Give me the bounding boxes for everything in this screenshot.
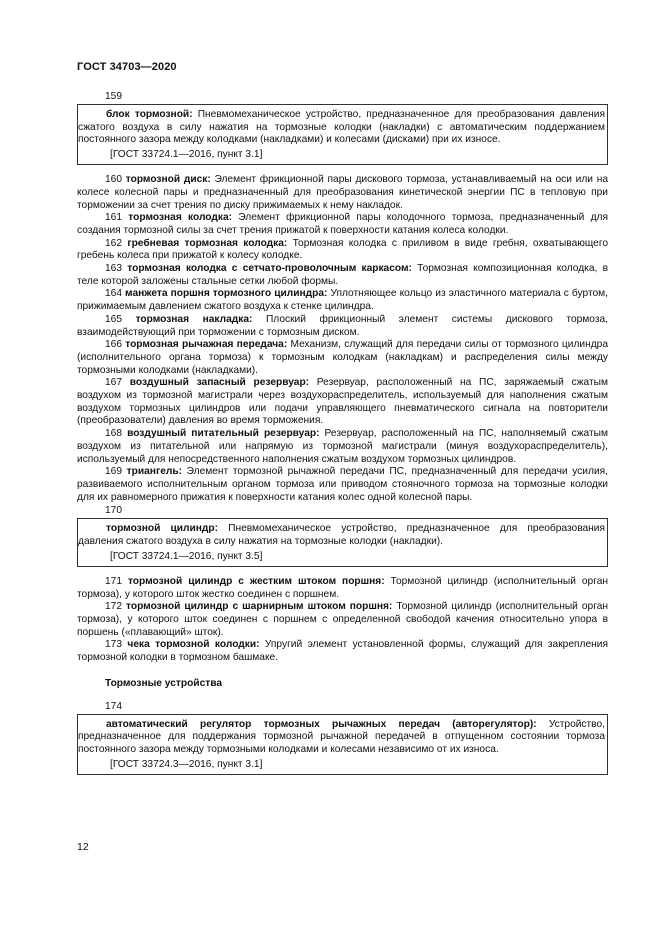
term: воздушный питательный резервуар: [127, 428, 320, 440]
definition-text: Резервуар, расположенный на ПС, наполняемый сжатым воздухом из питательной или напрямую из тормозной магистрали (минуя воздухораспределитель), используемый для непосредственного наполнения сжатым воздухом тормозных цилиндров. [77, 428, 608, 465]
definition-paragraph [77, 576, 608, 601]
term: тормозной цилиндр: [106, 523, 218, 535]
term-number: 164 [105, 288, 122, 300]
framed-definition [77, 714, 608, 775]
definition-paragraph [77, 377, 608, 428]
definition-paragraph [78, 719, 607, 757]
term-number: 160 [105, 174, 122, 186]
term-number: 170 [105, 505, 122, 517]
term-number: 159 [105, 91, 122, 102]
definition-paragraph [78, 523, 607, 548]
term: тормозная накладка: [135, 313, 253, 325]
definition-text: Элемент фрикционной пары колодочного тормоза, предназначенный для создания тормозной силы за счет трения прижатой к поверхности катания колеса колодки. [77, 212, 608, 236]
term: блок тормозной: [106, 109, 193, 120]
definition-paragraph [77, 466, 608, 504]
definition-text: Пневмомеханическое устройство, предназначенное для преобразования давления сжатого воздуха в силу нажатия на тормозные колодки (накладки) с автоматическим поддержанием постоянного зазора между колодками (накладками) и колесами (дисками) при их износе. [78, 109, 605, 146]
term: тормозной диск: [125, 174, 211, 186]
source-reference: [ГОСТ 33724.1—2016, пункт 3.1] [110, 149, 263, 161]
definition-text: Тормозной цилиндр (исполнительный орган тормоза), у которого шток жестко соединен с поршнем. [77, 575, 608, 600]
definition-text: Тормозная композиционная колодка, в теле которой заложены стальные сетки любой формы. [77, 263, 608, 287]
term-number: 171 [105, 575, 122, 587]
term: воздушный запасный резервуар: [129, 377, 310, 389]
definition-text: Механизм, служащий для передачи силы от тормозного цилиндра (исполнительного органа тормоза) к тормозным колодкам (накладкам) и распределения силы между тормозными колодками (накладками). [77, 339, 608, 376]
term: манжета поршня тормозного цилиндра: [125, 288, 328, 300]
term: тормозной цилиндр с шарнирным штоком поршня: [126, 601, 393, 613]
term-number: 174 [105, 700, 122, 712]
term-number: 172 [105, 601, 122, 613]
definition-paragraph [77, 288, 608, 313]
term-number: 173 [105, 639, 122, 651]
definition-paragraph [77, 428, 608, 466]
source-reference: [ГОСТ 33724.3—2016, пункт 3.1] [110, 758, 263, 770]
definition-text: Пневмомеханическое устройство, предназначенное для преобразования давления сжатого воздуха в силу нажатия на тормозные колодки (накладки). [78, 523, 605, 548]
definition-paragraph [78, 109, 607, 147]
document-header: ГОСТ 34703—2020 [77, 61, 177, 73]
definition-paragraph [77, 212, 608, 237]
framed-definition [77, 518, 608, 566]
term-number: 161 [105, 212, 122, 224]
framed-definition [77, 104, 608, 165]
definition-paragraph [77, 263, 608, 288]
term-number: 166 [105, 339, 122, 351]
term: тормозная рычажная передача: [125, 339, 288, 351]
definition-text: Тормозная колодка с приливом в виде гребня, охватывающего гребень колеса при прижатой к колесу колодке. [77, 237, 608, 262]
term: тормозная колодка: [128, 212, 233, 224]
definition-text: Уплотняющее кольцо из эластичного материала с буртом, прижимаемым давлением сжатого воздуха к стенке цилиндра. [77, 288, 609, 313]
definition-text: Упругий элемент установленной формы, служащий для закрепления тормозной колодки в тормозном башмаке. [77, 639, 608, 664]
definition-text: Устройство, предназначенное для поддержания тормозной рычажной передачей в отпущенном состоянии тормоза постоянного зазора между тормозными колодками и колесами независимо от их износа. [78, 718, 605, 756]
term-number: 162 [105, 237, 122, 249]
term: тормозной цилиндр с жестким штоком поршня: [127, 575, 385, 587]
term-number: 163 [105, 263, 122, 275]
term: гребневая тормозная колодка: [127, 237, 288, 249]
definition-text: Элемент фрикционной пары дискового тормоза, устанавливаемый на оси или на колесе колесной пары и предназначенный для преобразования кинетической энергии ПС в тепловую при торможении за счет трения по диску прижимаемых к нему накладок. [77, 174, 608, 211]
document-body [77, 90, 608, 775]
term: чека тормозной колодки: [127, 639, 260, 651]
definition-paragraph [77, 601, 608, 639]
definition-text: Тормозной цилиндр (исполнительный орган тормоза), у которого шток соединен с поршнем с определенной свободой качения относительно упора в поршень («плавающий» шток). [77, 601, 608, 638]
term-number: 168 [105, 428, 122, 440]
page-number: 12 [77, 841, 89, 853]
definition-text: Резервуар, расположенный на ПС, заряжаемый сжатым воздухом из тормозной магистрали через воздухораспределитель, используемый для наполнения сжатым воздухом тормозных цилиндров или подачи управляющего пневматического сигнала на повторители (преобразователи) давления во время торможения. [77, 377, 608, 427]
term: автоматический регулятор тормозных рычажных передач (авторегулятор): [106, 718, 537, 730]
definition-text: Плоский фрикционный элемент системы дискового тормоза, взаимодействующий при торможении с тормозным диском. [77, 313, 608, 338]
term: триангель: [126, 466, 182, 478]
definition-paragraph [77, 314, 608, 339]
definition-paragraph [77, 339, 608, 377]
definition-paragraph [77, 174, 608, 212]
term-number: 167 [105, 377, 122, 389]
term-number: 165 [105, 313, 122, 325]
term: тормозная колодка с сетчато-проволочным каркасом: [127, 263, 412, 275]
definition-paragraph [77, 238, 608, 263]
definition-text: Элемент тормозной рычажной передачи ПС, предназначенный для передачи усилия, развиваемого исполнительным органом тормоза или приводом стояночного тормоза на тормозные колодки для их равномерного прижатия к поверхности катания колес одной колесной пары. [77, 466, 608, 503]
section-title: Тормозные устройства [105, 677, 223, 689]
source-reference: [ГОСТ 33724.1—2016, пункт 3.5] [110, 550, 263, 562]
term-number: 169 [105, 466, 122, 478]
definition-paragraph [77, 639, 608, 664]
